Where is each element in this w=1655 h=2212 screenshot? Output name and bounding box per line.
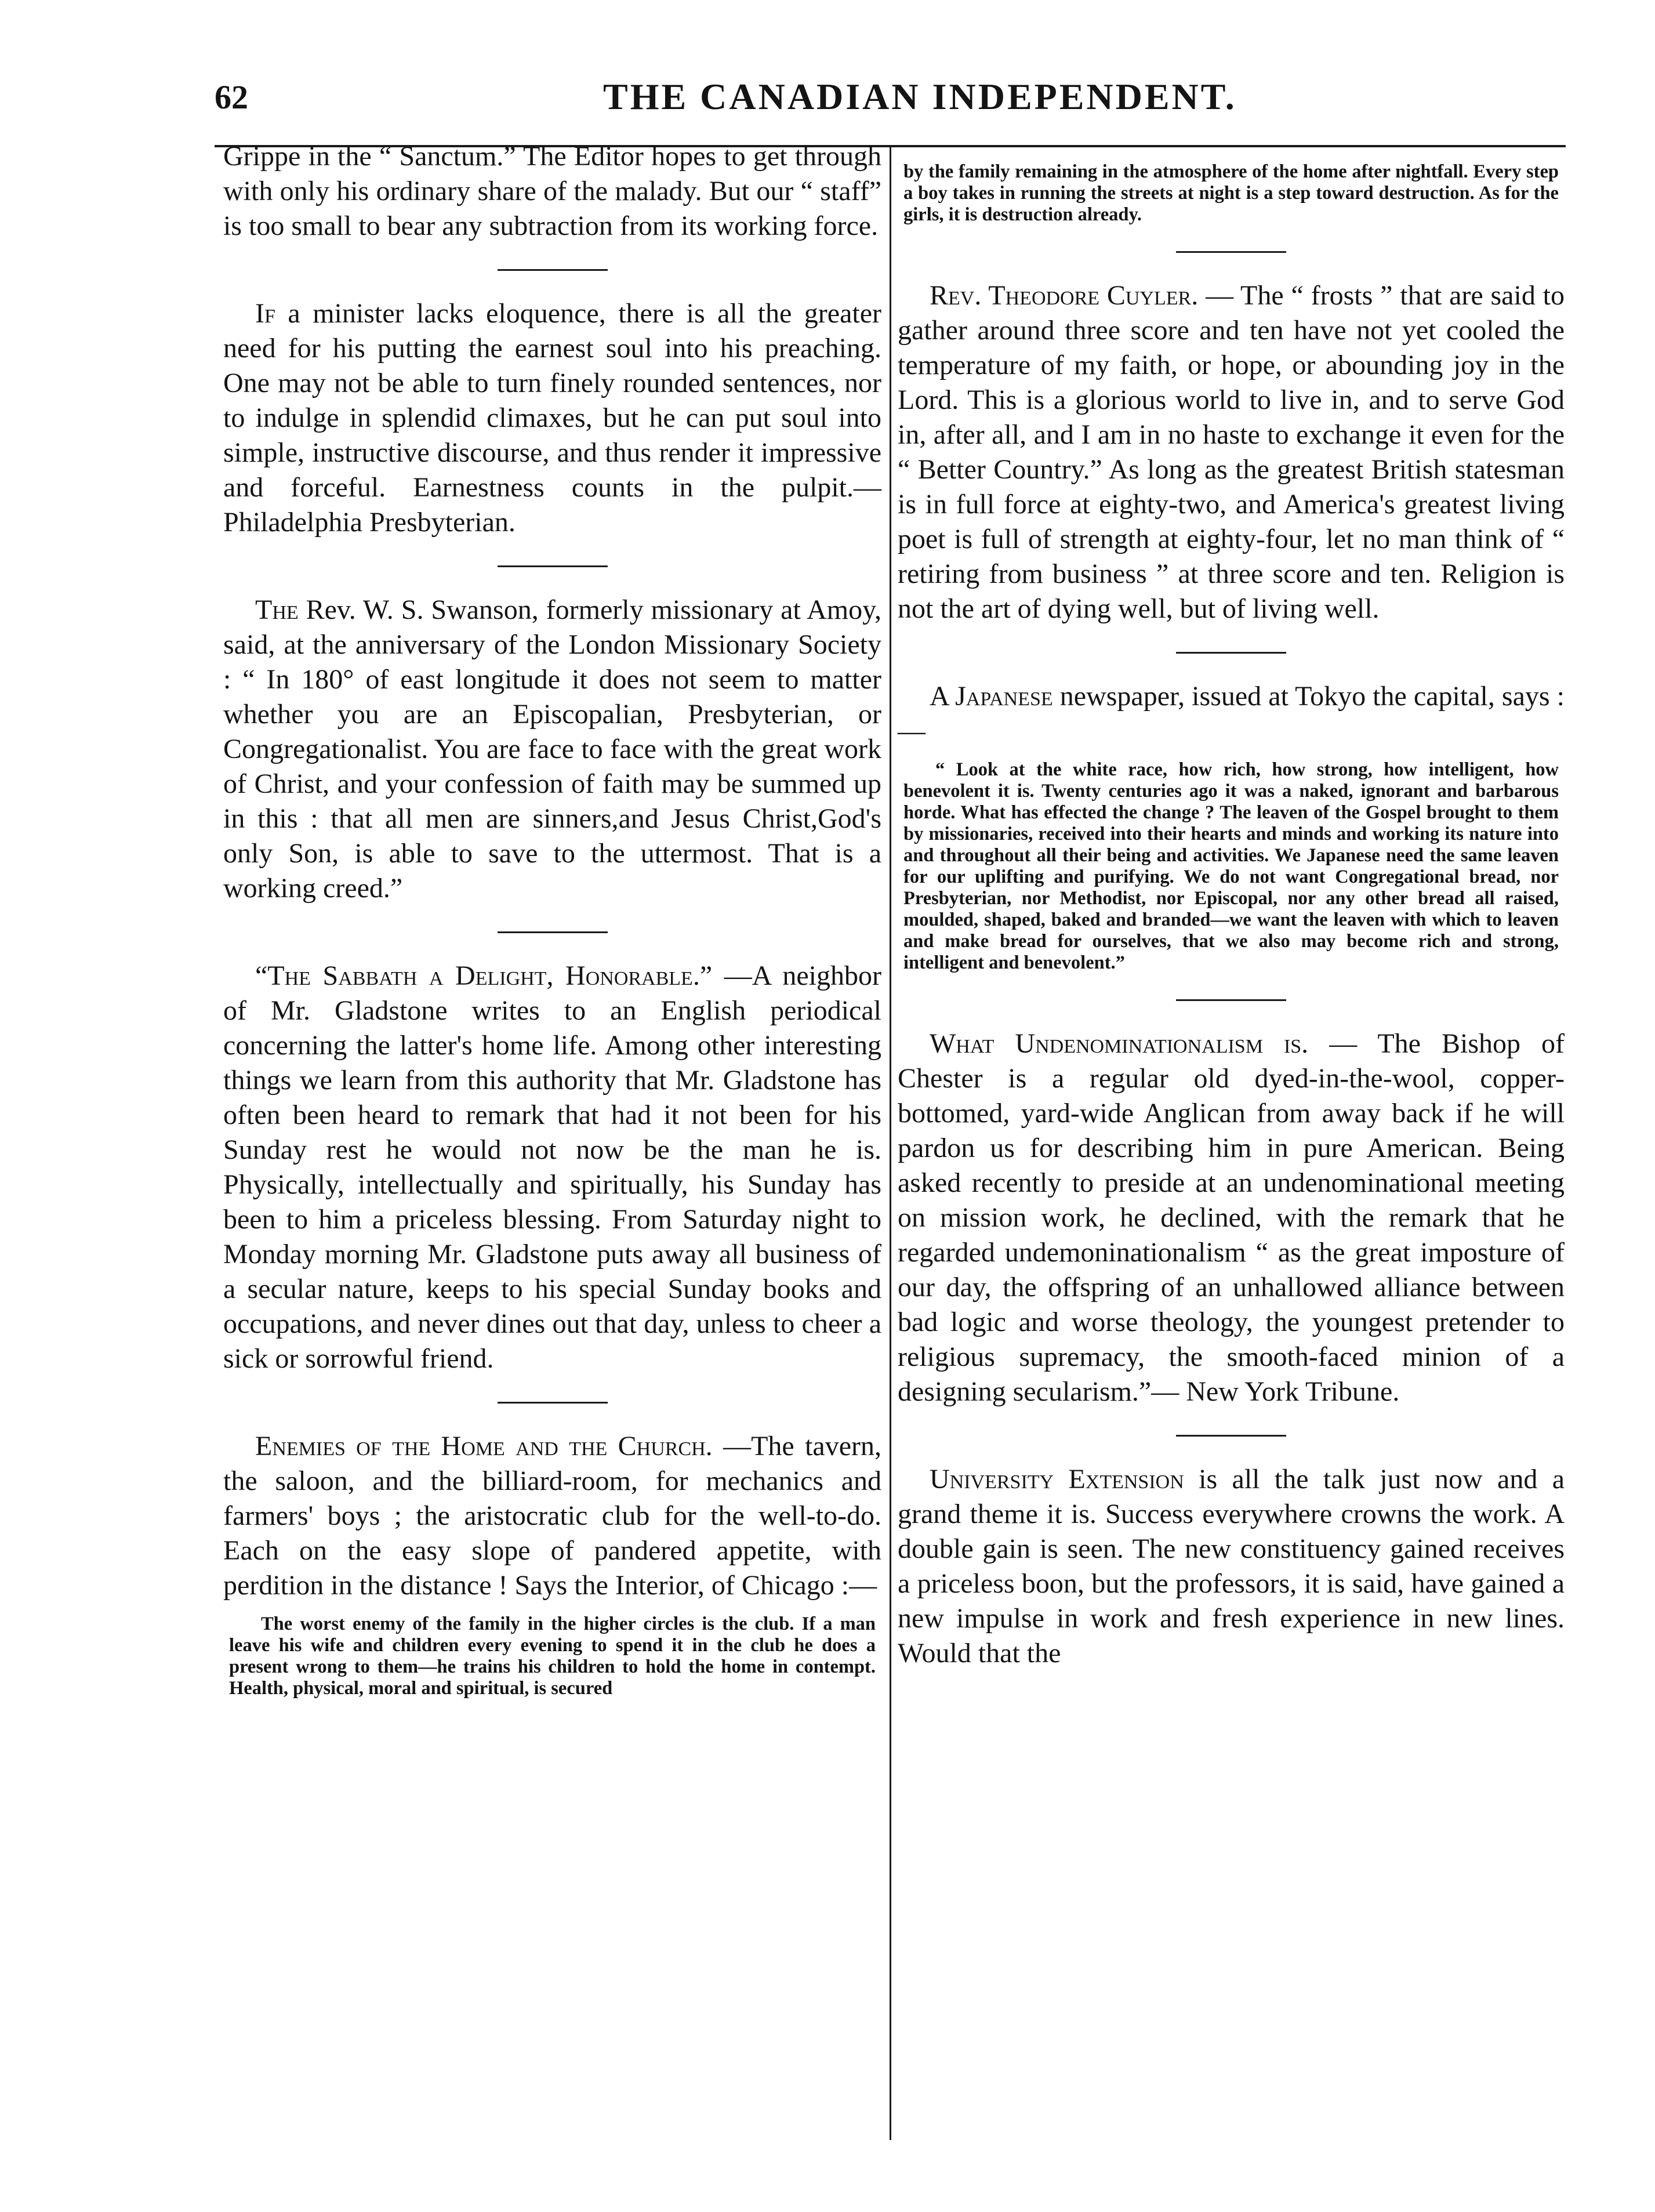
section-separator xyxy=(1176,251,1286,253)
page-number: 62 xyxy=(215,78,248,116)
paragraph-university-extension xyxy=(898,1462,1565,1671)
paragraph-grippe: Grippe in the “ Sanctum.” The Editor hopes to get through with only his ordinary share of the malady. But our “ staff” is too small to bear any subtraction from its working force. xyxy=(223,141,881,241)
paragraph-body: Rev. W. S. Swanson, formerly missionary at Amoy, said, at the anniversary of the London Missionary Society : “ In 180° of east longitude it does not seem to matter whether you are an Episcopalian, Presbyterian, or Congregationalist. You are face to face with the great work of Christ, and your confession of faith may be summed up in this : that all men are sinners,and Jesus Christ,God's only Son, is able to save to the uttermost. That is a working creed.” xyxy=(223,594,881,904)
paragraph-swanson xyxy=(223,593,881,906)
paragraph-lead: “The Sabbath a Delight, Honorable.” xyxy=(255,960,713,991)
section-separator xyxy=(498,269,608,271)
section-separator xyxy=(1176,1435,1286,1437)
paragraph-enemies xyxy=(223,1429,881,1603)
paragraph-lead: Rev. Theodore Cuyler. xyxy=(930,280,1199,311)
left-column xyxy=(223,139,881,1699)
quote-interior: The worst enemy of the family in the higher circles is the club. If a man leave his wife and children every evening to spend it in the club he does a present wrong to them—he trains his children to hold the home in contempt. Health, physical, moral and spiritual, is secured xyxy=(229,1613,876,1699)
paragraph-body: — The Bishop of Chester is a regular old dyed-in-the-wool, copper-bottomed, yard-wide Anglican from away back if he will pardon us for describing him in pure American. Being asked recently to preside at an undenominational meeting on mission work, he declined, with the remark that he regarded undemoninationalism “ as the great imposture of our day, the offspring of an unhallowed alliance between bad logic and worse theology, the youngest pretender to religious supremacy, the smooth-faced minion of a designing secularism.”— New York Tribune. xyxy=(898,1028,1565,1407)
running-title: THE CANADIAN INDEPENDENT. xyxy=(603,76,1237,117)
section-separator xyxy=(498,1402,608,1404)
paragraph-body: a minister lacks eloquence, there is all the greater need for his putting the earnest soul into his preaching. One may not be able to turn finely rounded sentences, nor to indulge in splendid climaxes, but he can put soul into simple, instructive discourse, and thus render it impressive and forceful. Earnestness counts in the pulpit.—Philadelphia Presbyterian. xyxy=(223,298,881,538)
paragraph-eloquence xyxy=(223,296,881,540)
paragraph-lead: Enemies of the Home and the Church. xyxy=(255,1431,713,1462)
section-separator xyxy=(1176,652,1286,654)
paragraph-sabbath xyxy=(223,959,881,1376)
paragraph-body: —A neighbor of Mr. Gladstone writes to an English periodical concerning the latter's home life. Among other interesting things we learn from this authority that Mr. Gladstone has often been heard to remark that had it not been for his Sunday rest he would not now be the man he is. Physically, intellectually and spiritually, his Sunday has been to him a priceless blessing. From Saturday night to Monday morning Mr. Gladstone puts away all business of a secular nature, keeps to his special Sunday books and occupations, and never dines out that day, unless to cheer a sick or sorrowful friend. xyxy=(223,960,881,1374)
section-separator xyxy=(498,565,608,567)
paragraph-lead: A Japanese xyxy=(930,681,1053,712)
paragraph-lead: If xyxy=(255,298,275,329)
paragraph-lead: University Extension xyxy=(930,1464,1184,1495)
column-divider xyxy=(890,145,891,2140)
paragraph-lead: The xyxy=(255,594,299,625)
section-separator xyxy=(498,931,608,933)
paragraph-lead: What Undenominationalism is. xyxy=(930,1028,1309,1059)
quote-japanese: “ Look at the white race, how rich, how strong, how intelligent, how benevolent it is. Twenty centuries ago it was a naked, ignorant and barbarous horde. What has effected the change ? The leaven of the Gospel brought to them by missionaries, received into their hearts and minds and working its nature into and throughout all their being and activities. We Japanese need the same leaven for our uplifting and purifying. We do not want Congregational bread, nor Presbyterian, nor Methodist, nor Episcopal, nor any other bread all raised, moulded, shaped, baked and branded—we want the leaven with which to leaven and make bread for ourselves, that we also may become rich and strong, intelligent and benevolent.” xyxy=(903,759,1559,973)
paragraph-undenominationalism xyxy=(898,1027,1565,1409)
paragraph-body: — The “ frosts ” that are said to gather around three score and ten have not yet cooled the temperature of my faith, or hope, or abounding joy in the Lord. This is a glorious world to live in, and to serve God in, after all, and I am in no haste to exchange it even for the “ Better Country.” As long as the greatest British statesman is in full force at eighty-two, and America's greatest living poet is full of strength at eighty-four, let no man think of “ retiring from business ” at three score and ten. Religion is not the art of dying well, but of living well. xyxy=(898,280,1565,624)
paragraph-body: newspaper, issued at Tokyo the capital, says :— xyxy=(898,681,1565,746)
section-separator xyxy=(1176,999,1286,1001)
paragraph-body: is all the talk just now and a grand theme it is. Success everywhere crowns the work. A double gain is seen. The new constituency gained receives a priceless boon, but the professors, it is said, have gained a new impulse in work and fresh experience in new lines. Would that the xyxy=(898,1464,1565,1669)
paragraph-cuyler xyxy=(898,278,1565,626)
page-header xyxy=(215,70,1566,139)
quote-interior-continued: by the family remaining in the atmosphere of the home after nightfall. Every step a boy takes in running the streets at night is a step toward destruction. As for the girls, it is destruction already. xyxy=(903,161,1559,225)
paragraph-body: —The tavern, the saloon, and the billiard-room, for mechanics and farmers' boys ; the aristocratic club for the well-to-do. Each on the easy slope of pandered appetite, with perdition in the distance ! Says the Interior, of Chicago :— xyxy=(223,1431,881,1601)
paragraph-japanese xyxy=(898,679,1565,749)
right-column xyxy=(898,161,1565,1671)
